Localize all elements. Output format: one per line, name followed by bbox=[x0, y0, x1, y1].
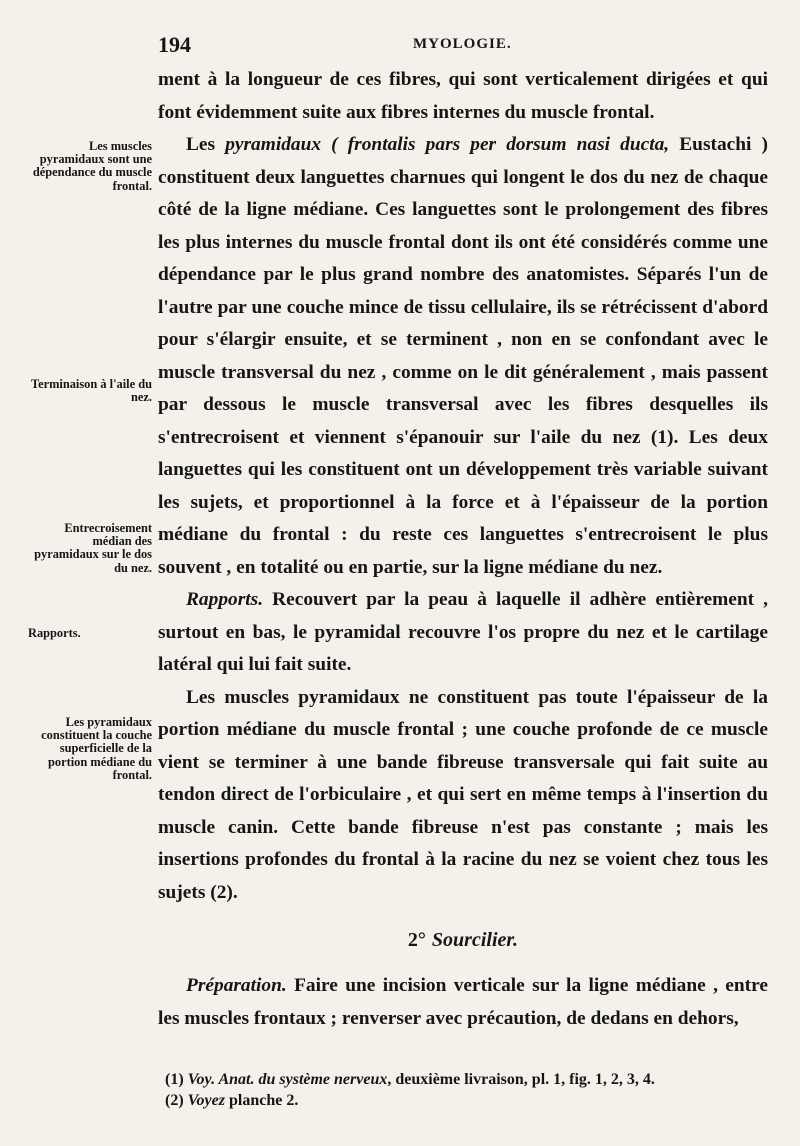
footnote-mark: (1) bbox=[165, 1071, 184, 1088]
margin-note-dependance: Les muscles pyramidaux sont une dépendance du muscle frontal. bbox=[32, 139, 152, 193]
footnotes bbox=[165, 1069, 765, 1111]
paragraph-body: Eustachi ) constituent deux languettes charnues qui longent le dos du nez de chaque côté de la ligne médiane. Ces languettes sont le prolongement des fibres les plus internes du muscle frontal dont ils ont été considérés comme une dépendance par le plus grand nombre des anatomistes. Séparés l'un de l'autre par une couche mince de tissu cellulaire, ils se rétrécissent d'abord pour s'élargir ensuite, et se terminent , non en se confondant avec le muscle transversal du nez , comme on le dit généralement , mais passent par dessous le muscle transversal avec les fibres desquelles ils s'entrecroisent et viennent s'épanouir sur l'aile du nez (1). Les deux languettes qui les constituent ont un développement très variable suivant les sujets, et proportionnel à la force et à l'épaisseur de la portion médiane du frontal : du reste ces languettes s'entrecroisent le plus souvent , en totalité ou en partie, sur la ligne médiane du nez. bbox=[158, 134, 768, 578]
margin-note-terminaison: Terminaison à l'aile du nez. bbox=[30, 377, 152, 405]
paragraph-lead-rapports: Rapports. bbox=[186, 589, 264, 610]
preparation-text: Faire une incision verticale sur la ligne médiane , entre les muscles frontaux ; renverser avec précaution, de dedans en dehors, bbox=[158, 975, 768, 1029]
paragraph-lead: Les bbox=[186, 134, 226, 155]
footnote-italic: Voyez bbox=[187, 1092, 225, 1109]
footnote-1 bbox=[165, 1069, 765, 1090]
footnote-text: , deuxième livraison, pl. 1, fig. 1, 2, 3, 4. bbox=[387, 1071, 655, 1088]
section-number: 2° bbox=[407, 929, 426, 951]
footnote-2 bbox=[165, 1090, 765, 1111]
paragraph-pyramidaux bbox=[158, 129, 768, 584]
running-head bbox=[158, 32, 768, 56]
paragraph-couche-profonde: Les muscles pyramidaux ne constituent pas toute l'épaisseur de la portion médiane du muscle frontal ; une couche profonde de ce muscle vient se terminer à une bande fibreuse transversale qui fait suite au tendon direct de l'orbiculaire , et qui sert en même temps à l'insertion du muscle canin. Cette bande fibreuse n'est pas constante ; mais les insertions profondes du frontal à la racine du nez se voient chez tous les sujets (2). bbox=[158, 686, 768, 903]
running-title: MYOLOGIE. bbox=[413, 36, 512, 52]
margin-note-couche-superficielle: Les pyramidaux constituent la couche superficielle de la portion médiane du frontal. bbox=[41, 715, 152, 782]
preparation-paragraph bbox=[158, 970, 768, 1035]
footnote-mark: (2) bbox=[165, 1092, 184, 1109]
section-heading bbox=[158, 929, 768, 952]
paragraph-rapports bbox=[158, 584, 768, 682]
margin-note-rapports: Rapports. bbox=[28, 626, 81, 640]
margin-note-entrecroisement: Entrecroisement médian des pyramidaux sur le dos du nez. bbox=[34, 521, 152, 575]
body-text bbox=[158, 64, 768, 909]
page-number: 194 bbox=[158, 32, 191, 57]
footnote-italic: Voy. Anat. du système nerveux bbox=[187, 1071, 388, 1088]
footnote-text: planche 2. bbox=[224, 1092, 299, 1109]
section-title: Sourcilier. bbox=[431, 929, 519, 951]
preparation-lead: Préparation. bbox=[186, 975, 287, 996]
paragraph-italic-term: pyramidaux ( frontalis pars per dorsum nasi ducta, bbox=[225, 134, 670, 155]
paragraph-continuation: ment à la longueur de ces fibres, qui sont verticalement dirigées et qui font évidemment suite aux fibres internes du muscle frontal. bbox=[158, 69, 768, 123]
paragraph-body: Recouvert par la peau à laquelle il adhère entièrement , surtout en bas, le pyramidal recouvre l'os propre du nez et le cartilage latéral qui lui fait suite. bbox=[158, 589, 768, 675]
